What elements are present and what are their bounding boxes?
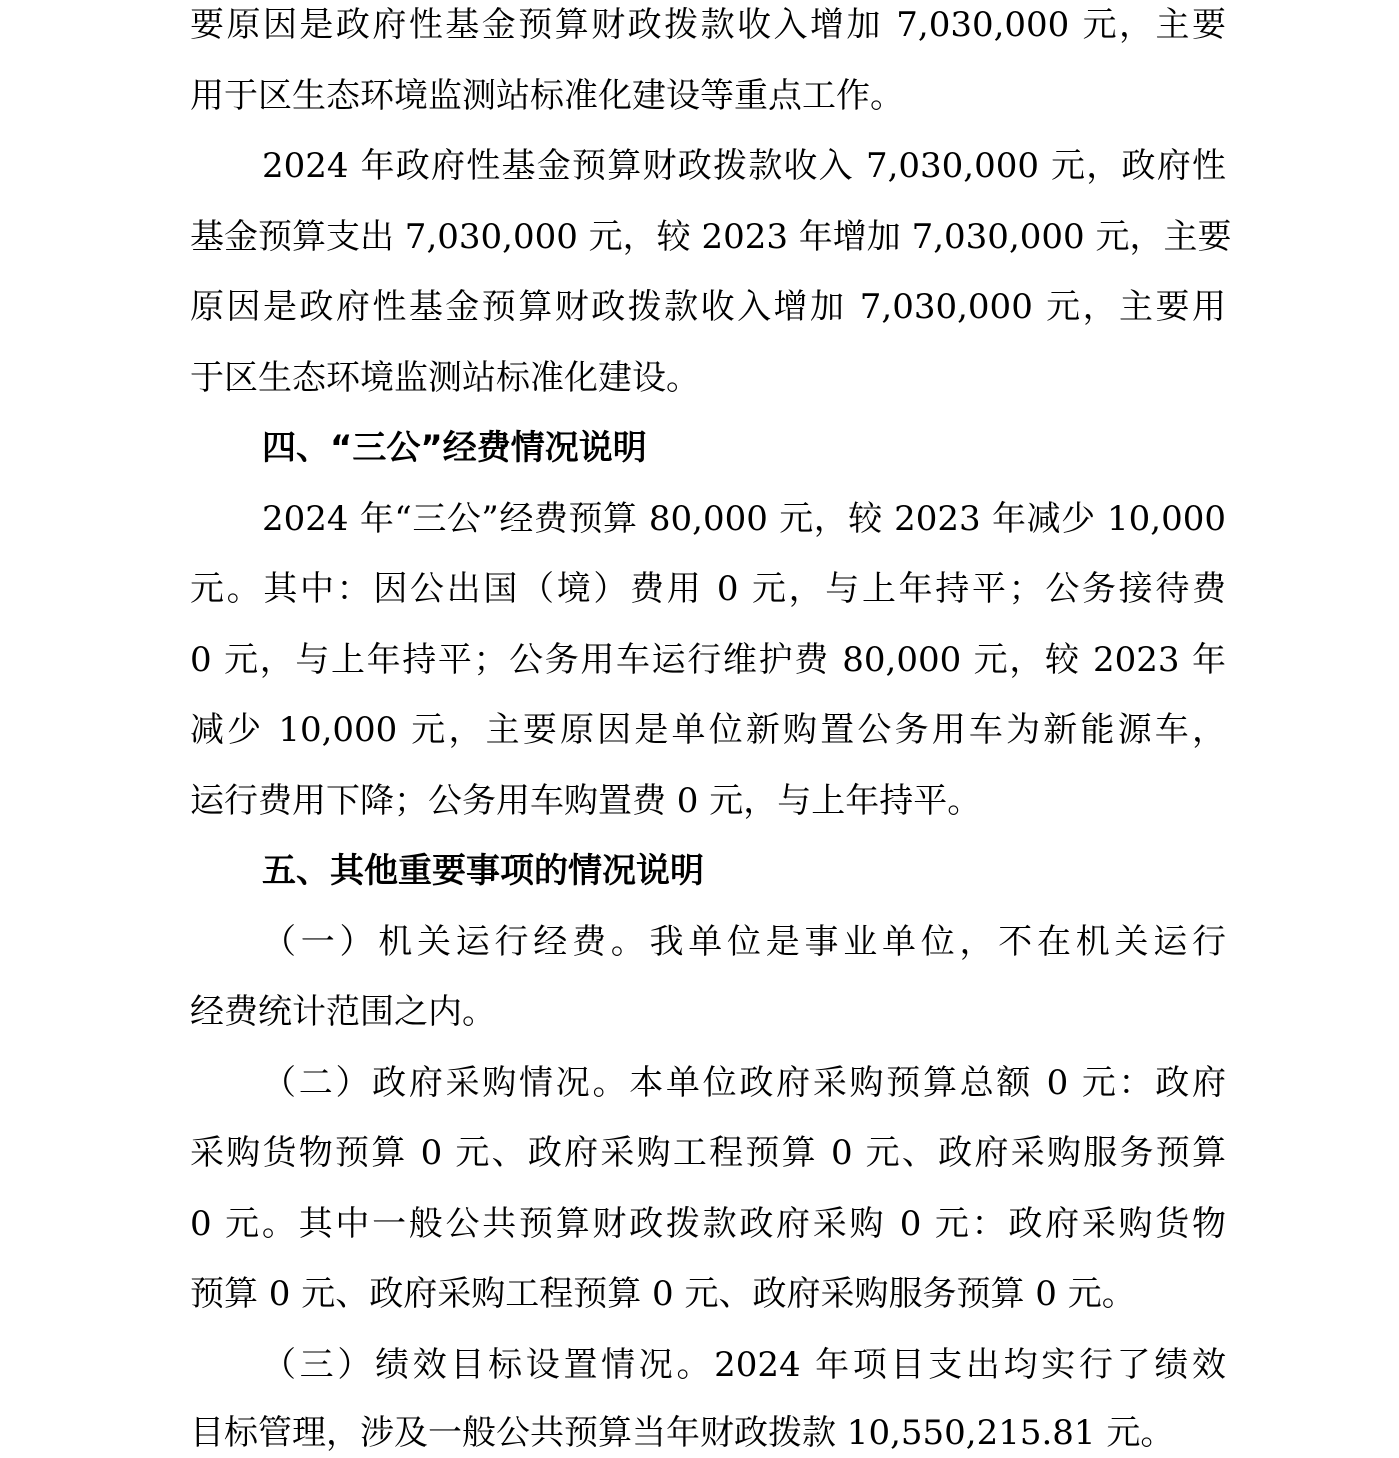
text-line: （一）机关运行经费。我单位是事业单位，不在机关运行 [262, 922, 1226, 962]
text-line: 元。其中：因公出国（境）费用 0 元，与上年持平；公务接待费 [190, 569, 1226, 609]
text-line: 基金预算支出 7,030,000 元，较 2023 年增加 7,030,000 元，主要 [190, 217, 1232, 257]
section-heading: 五、其他重要事项的情况说明 [262, 851, 704, 891]
text-line: 目标管理，涉及一般公共预算当年财政拨款 10,550,215.81 元。 [190, 1413, 1175, 1453]
text-line: （三）绩效目标设置情况。2024 年项目支出均实行了绩效 [262, 1345, 1226, 1385]
text-line: 要原因是政府性基金预算财政拨款收入增加 7,030,000 元，主要 [190, 5, 1226, 45]
text-line: 0 元。其中一般公共预算财政拨款政府采购 0 元：政府采购货物 [190, 1204, 1226, 1244]
text-line: 经费统计范围之内。 [190, 992, 496, 1032]
text-line: （二）政府采购情况。本单位政府采购预算总额 0 元：政府 [262, 1063, 1226, 1103]
section-heading: 四、“三公”经费情况说明 [262, 428, 647, 468]
text-line: 运行费用下降；公务用车购置费 0 元，与上年持平。 [190, 781, 982, 821]
text-line: 采购货物预算 0 元、政府采购工程预算 0 元、政府采购服务预算 [190, 1133, 1226, 1173]
text-line: 于区生态环境监测站标准化建设。 [190, 358, 700, 398]
text-line: 减少 10,000 元，主要原因是单位新购置公务用车为新能源车， [190, 710, 1226, 750]
text-line: 0 元，与上年持平；公务用车运行维护费 80,000 元，较 2023 年 [190, 640, 1226, 680]
text-line: 2024 年政府性基金预算财政拨款收入 7,030,000 元，政府性 [262, 146, 1226, 186]
text-line: 原因是政府性基金预算财政拨款收入增加 7,030,000 元，主要用 [190, 287, 1226, 327]
text-line: 2024 年“三公”经费预算 80,000 元，较 2023 年减少 10,000 [262, 499, 1226, 539]
text-line: 用于区生态环境监测站标准化建设等重点工作。 [190, 76, 904, 116]
text-line: 预算 0 元、政府采购工程预算 0 元、政府采购服务预算 0 元。 [190, 1274, 1136, 1314]
